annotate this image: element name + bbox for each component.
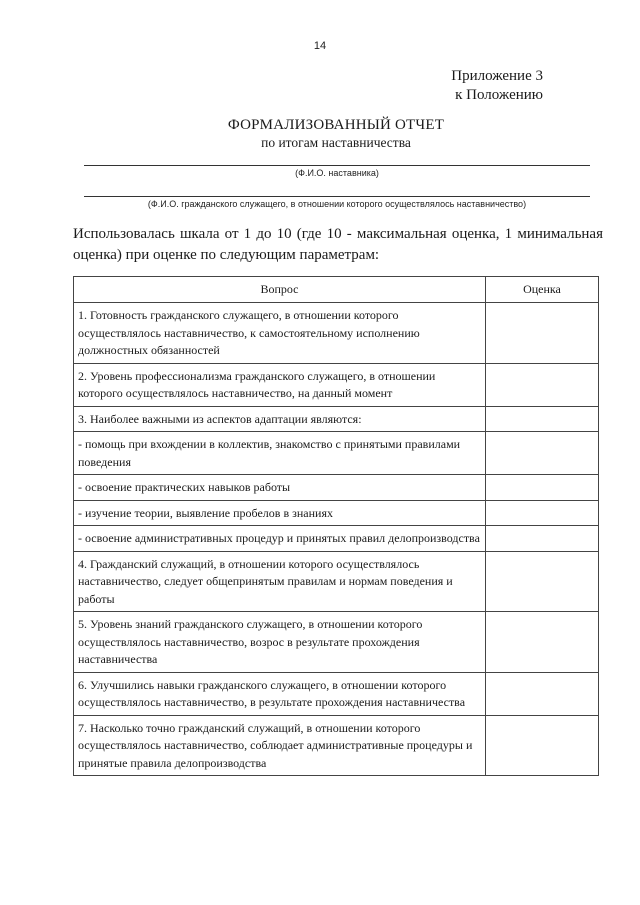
- question-cell: 3. Наиболее важными из аспектов адаптации являются:: [74, 406, 486, 432]
- question-cell: - освоение административных процедур и принятых правил делопроизводства: [74, 526, 486, 552]
- table-row: [74, 432, 599, 475]
- table-row: [74, 475, 599, 501]
- question-cell: 2. Уровень профессионализма гражданского служащего, в отношении которого осуществлялось наставничество, на данный момент: [74, 363, 486, 406]
- question-cell: 7. Насколько точно гражданский служащий, в отношении которого осуществлялось наставничество, соблюдает административные процедуры и принятые правила делопроизводства: [74, 715, 486, 776]
- table-row: [74, 500, 599, 526]
- evaluation-table: [73, 276, 599, 776]
- appendix-line-1: Приложение 3: [451, 68, 543, 84]
- employee-name-line: [84, 196, 590, 197]
- appendix-reference: [451, 67, 543, 105]
- score-cell: [485, 715, 598, 776]
- table-row: [74, 526, 599, 552]
- mentor-name-caption: (Ф.И.О. наставника): [295, 168, 379, 178]
- score-cell: [485, 551, 598, 612]
- question-cell: 4. Гражданский служащий, в отношении которого осуществлялось наставничество, следует общепринятым правилам и нормам поведения и работы: [74, 551, 486, 612]
- score-cell: [485, 303, 598, 364]
- table-row: [74, 303, 599, 364]
- appendix-line-2: к Положению: [455, 87, 543, 103]
- score-cell: [485, 500, 598, 526]
- page-number: 14: [313, 40, 327, 52]
- table-row: [74, 612, 599, 673]
- table-row: [74, 672, 599, 715]
- scale-description: Использовалась шкала от 1 до 10 (где 10 - максимальная оценка, 1 минимальная оценка) при оценке по следующим параметрам:: [73, 226, 603, 263]
- table-header-row: [74, 277, 599, 303]
- table-row: [74, 715, 599, 776]
- mentor-name-line: [84, 165, 590, 166]
- score-cell: [485, 432, 598, 475]
- score-cell: [485, 406, 598, 432]
- question-cell: 5. Уровень знаний гражданского служащего, в отношении которого осуществлялось наставничество, возрос в результате прохождения наставничества: [74, 612, 486, 673]
- question-cell: - освоение практических навыков работы: [74, 475, 486, 501]
- score-cell: [485, 526, 598, 552]
- table-row: [74, 363, 599, 406]
- header-score: Оценка: [485, 277, 598, 303]
- score-cell: [485, 672, 598, 715]
- question-cell: 1. Готовность гражданского служащего, в отношении которого осуществлялось наставничество, к самостоятельному исполнению должностных обязанностей: [74, 303, 486, 364]
- score-cell: [485, 612, 598, 673]
- document-subtitle: по итогам наставничества: [261, 135, 411, 150]
- table-row: [74, 551, 599, 612]
- document-title: ФОРМАЛИЗОВАННЫЙ ОТЧЕТ: [227, 117, 445, 133]
- score-cell: [485, 475, 598, 501]
- question-cell: 6. Улучшились навыки гражданского служащего, в отношении которого осуществлялось наставничество, в результате прохождения наставничества: [74, 672, 486, 715]
- header-question: Вопрос: [74, 277, 486, 303]
- table-row: [74, 406, 599, 432]
- question-cell: - помощь при вхождении в коллектив, знакомство с принятыми правилами поведения: [74, 432, 486, 475]
- employee-name-caption: (Ф.И.О. гражданского служащего, в отношении которого осуществлялось наставничество): [147, 199, 527, 209]
- score-cell: [485, 363, 598, 406]
- question-cell: - изучение теории, выявление пробелов в знаниях: [74, 500, 486, 526]
